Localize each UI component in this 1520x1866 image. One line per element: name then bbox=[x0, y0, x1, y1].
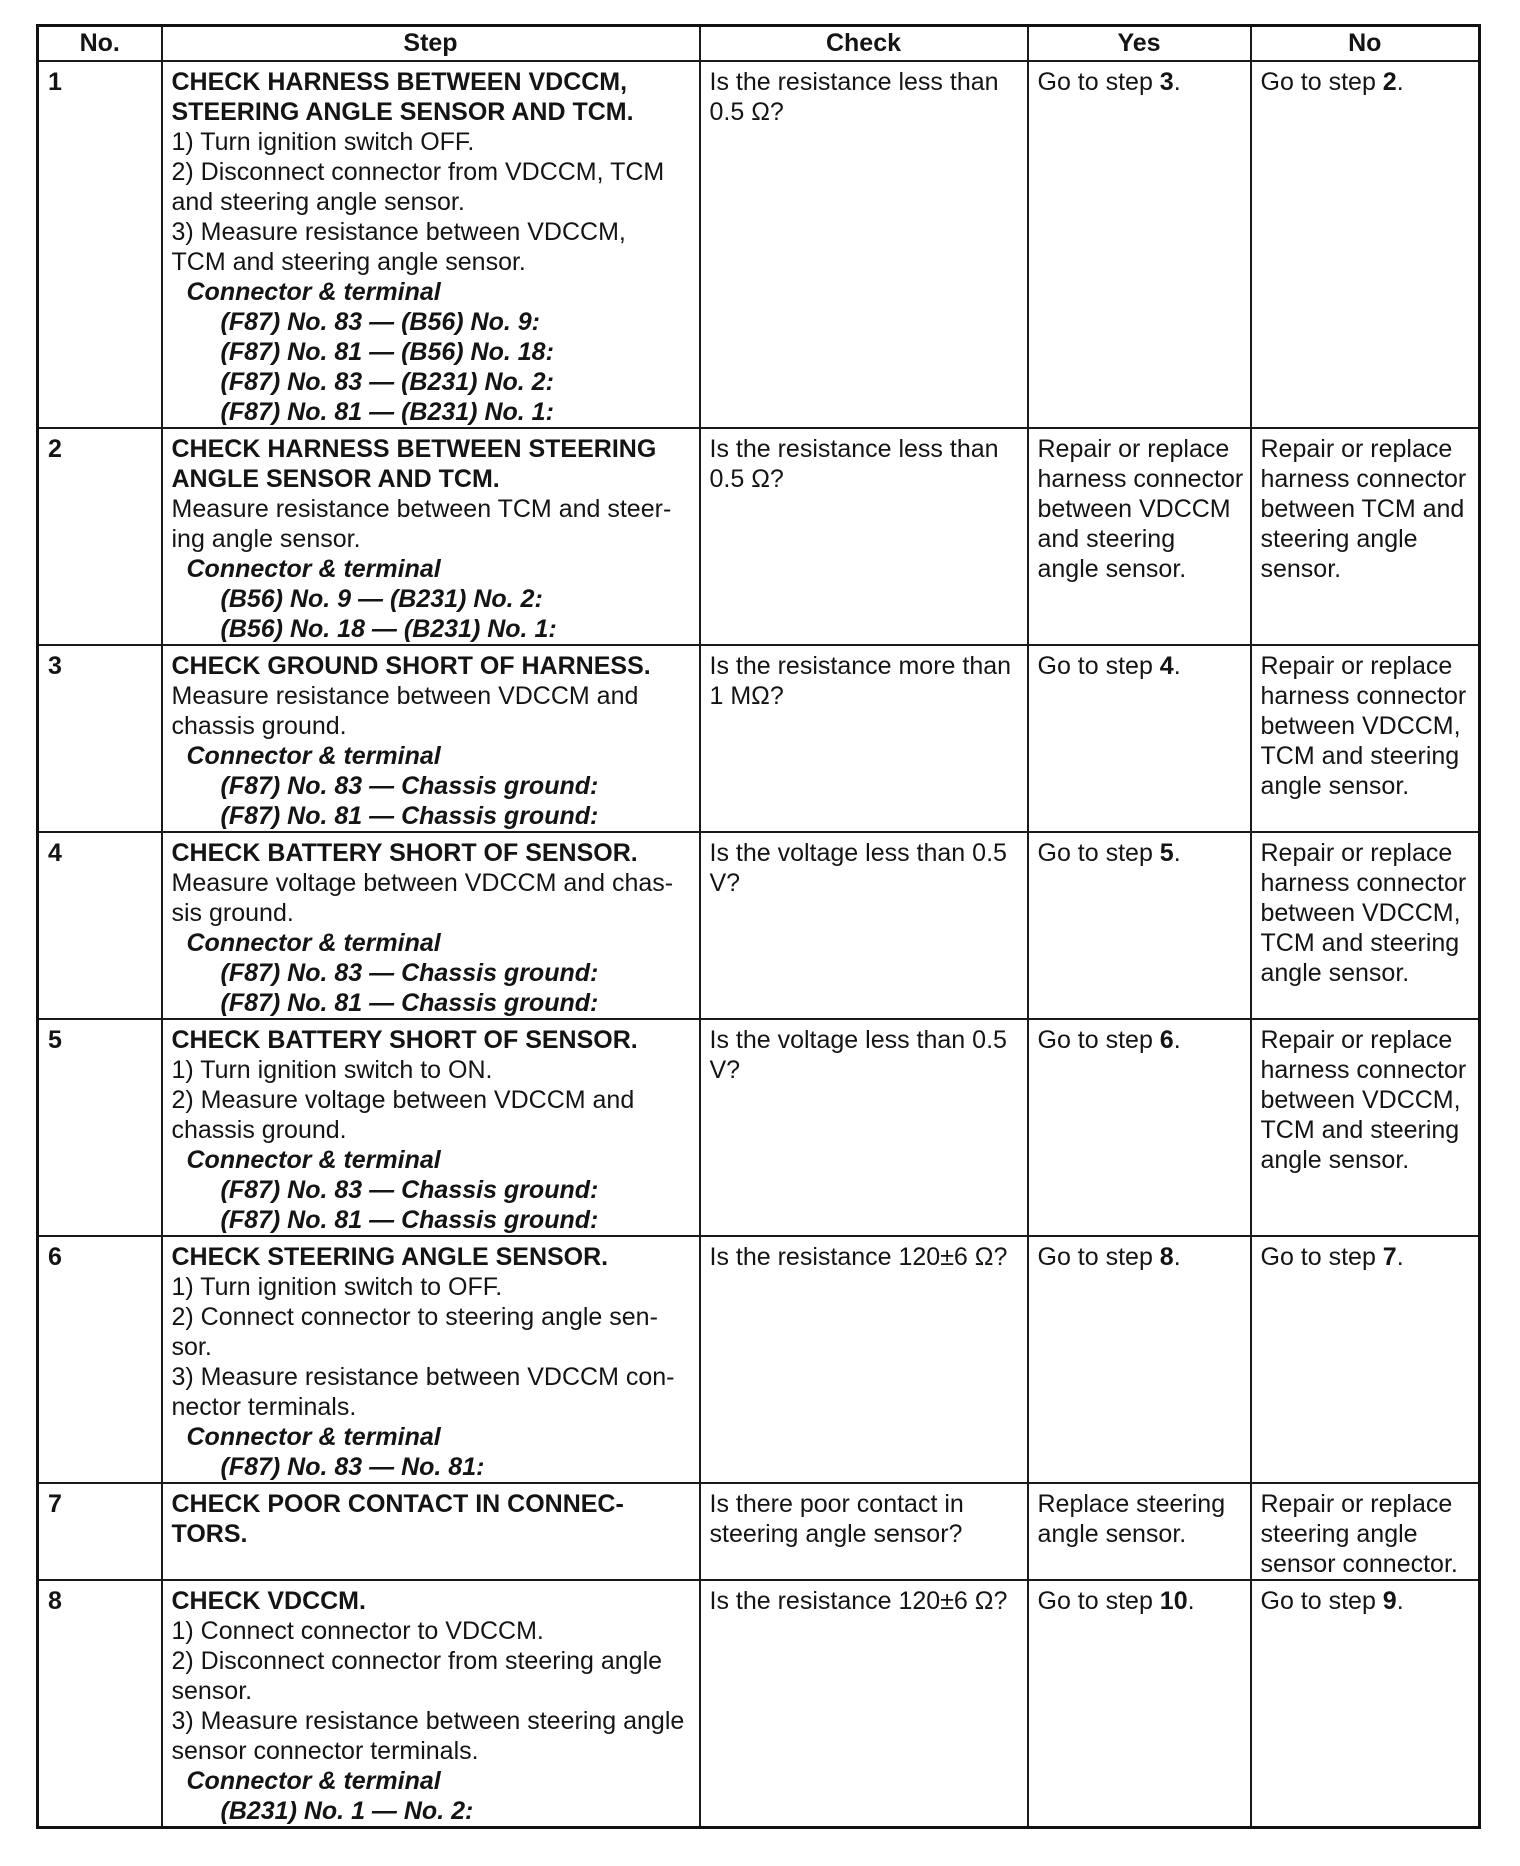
step-title-line: CHECK HARNESS BETWEEN VDCCM, bbox=[171, 68, 628, 96]
check-cell bbox=[700, 645, 1028, 832]
no-result-line: TCM and steering bbox=[1260, 742, 1460, 770]
step-instruction-line: and steering angle sensor. bbox=[171, 188, 465, 216]
yes-result-line: angle sensor. bbox=[1037, 1520, 1187, 1548]
step-title-line: TORS. bbox=[171, 1520, 248, 1548]
step-instruction-line: Measure resistance between TCM and steer- bbox=[171, 495, 672, 523]
yes-result-line: between VDCCM bbox=[1037, 495, 1231, 523]
yes-result-line-text: Go to step bbox=[1037, 652, 1160, 680]
table-row bbox=[38, 1580, 1480, 1828]
header-no: No bbox=[1251, 26, 1480, 62]
step-instruction-line: 3) Measure resistance between steering angle bbox=[171, 1707, 685, 1735]
connector-terminal-line: (F87) No. 83 — Chassis ground: bbox=[220, 959, 599, 987]
no-result-line: between VDCCM, bbox=[1260, 712, 1461, 740]
no-cell bbox=[1251, 1580, 1480, 1828]
goto-step-number: 4 bbox=[1159, 652, 1174, 680]
check-question-line: Is the resistance less than bbox=[709, 68, 999, 96]
goto-step-number: 8 bbox=[1159, 1243, 1174, 1271]
no-result-line: sensor connector. bbox=[1260, 1550, 1458, 1578]
yes-cell bbox=[1028, 61, 1251, 428]
step-instruction-line: 1) Turn ignition switch to OFF. bbox=[171, 1273, 503, 1301]
yes-result-line-text: . bbox=[1173, 839, 1181, 867]
table-row bbox=[38, 1483, 1480, 1580]
check-cell bbox=[700, 61, 1028, 428]
no-result-line: TCM and steering bbox=[1260, 929, 1460, 957]
no-result-line-text: Go to step bbox=[1260, 68, 1383, 96]
step-cell bbox=[162, 1580, 700, 1828]
check-cell bbox=[700, 428, 1028, 645]
no-result-line: between TCM and bbox=[1260, 495, 1465, 523]
yes-result-line bbox=[1038, 1025, 1246, 1055]
check-question-line: Is the resistance less than bbox=[709, 435, 999, 463]
header-number: No. bbox=[38, 26, 162, 62]
connector-terminal-line: (F87) No. 81 — Chassis ground: bbox=[220, 1206, 599, 1234]
header-step: Step bbox=[162, 26, 700, 62]
connector-terminal-heading: Connector & terminal bbox=[186, 1767, 441, 1795]
step-number: 6 bbox=[48, 1243, 62, 1271]
step-instruction-line: 2) Measure voltage between VDCCM and bbox=[171, 1086, 635, 1114]
step-title-line: CHECK BATTERY SHORT OF SENSOR. bbox=[171, 1026, 638, 1054]
yes-result-line-text: Go to step bbox=[1037, 1243, 1160, 1271]
step-title-line: CHECK POOR CONTACT IN CONNEC- bbox=[171, 1490, 624, 1518]
step-instruction-line: sor. bbox=[171, 1333, 212, 1361]
goto-step-number: 2 bbox=[1382, 68, 1397, 96]
connector-terminal-line: (F87) No. 83 — Chassis ground: bbox=[220, 1176, 599, 1204]
goto-step-number: 10 bbox=[1159, 1587, 1188, 1615]
connector-terminal-heading: Connector & terminal bbox=[186, 1423, 441, 1451]
no-result-line: harness connector bbox=[1260, 465, 1467, 493]
table-row bbox=[38, 1236, 1480, 1483]
no-result-line-text: Go to step bbox=[1260, 1243, 1383, 1271]
step-title-line: CHECK STEERING ANGLE SENSOR. bbox=[171, 1243, 609, 1271]
step-number-cell bbox=[38, 1483, 162, 1580]
yes-result-line: Repair or replace bbox=[1037, 435, 1230, 463]
step-cell bbox=[162, 832, 700, 1019]
yes-result-line bbox=[1038, 67, 1246, 97]
step-instruction-line: 3) Measure resistance between VDCCM, bbox=[171, 218, 626, 246]
step-number: 1 bbox=[48, 68, 62, 96]
step-cell bbox=[162, 428, 700, 645]
step-title-line: CHECK GROUND SHORT OF HARNESS. bbox=[171, 652, 651, 680]
no-result-line-text: Go to step bbox=[1260, 1587, 1383, 1615]
connector-terminal-heading: Connector & terminal bbox=[186, 1146, 441, 1174]
yes-result-line-text: Go to step bbox=[1037, 1587, 1160, 1615]
no-result-line: Repair or replace bbox=[1260, 652, 1453, 680]
check-question-line: Is the resistance more than bbox=[709, 652, 1012, 680]
yes-result-line bbox=[1038, 1586, 1246, 1616]
connector-terminal-line: (B56) No. 9 — (B231) No. 2: bbox=[220, 585, 543, 613]
check-question-line: V? bbox=[709, 1056, 741, 1084]
check-question-line: Is the resistance 120±6 Ω? bbox=[709, 1243, 1008, 1271]
connector-terminal-line: (F87) No. 83 — (B56) No. 9: bbox=[220, 308, 540, 336]
step-number-cell bbox=[38, 61, 162, 428]
check-question-line: 0.5 Ω? bbox=[709, 465, 784, 493]
no-result-line: steering angle bbox=[1260, 1520, 1418, 1548]
step-number: 5 bbox=[48, 1026, 62, 1054]
step-instruction-line: sensor. bbox=[171, 1677, 253, 1705]
check-question-line: 1 MΩ? bbox=[709, 682, 784, 710]
no-result-line: harness connector bbox=[1260, 682, 1467, 710]
step-instruction-line: chassis ground. bbox=[171, 712, 347, 740]
yes-result-line: angle sensor. bbox=[1037, 555, 1187, 583]
goto-step-number: 5 bbox=[1159, 839, 1174, 867]
check-question-line: Is the voltage less than 0.5 bbox=[709, 839, 1007, 867]
no-cell bbox=[1251, 1019, 1480, 1236]
step-instruction-line: Measure voltage between VDCCM and chas- bbox=[171, 869, 674, 897]
step-cell bbox=[162, 61, 700, 428]
goto-step-number: 6 bbox=[1159, 1026, 1174, 1054]
table-header bbox=[38, 26, 1480, 62]
table-row bbox=[38, 1019, 1480, 1236]
check-cell bbox=[700, 1236, 1028, 1483]
no-result-line bbox=[1261, 67, 1475, 97]
connector-terminal-line: (F87) No. 83 — No. 81: bbox=[220, 1453, 485, 1481]
step-number-cell bbox=[38, 832, 162, 1019]
no-cell bbox=[1251, 61, 1480, 428]
step-cell bbox=[162, 1236, 700, 1483]
step-instruction-line: sensor connector terminals. bbox=[171, 1737, 479, 1765]
step-number: 7 bbox=[48, 1490, 62, 1518]
connector-terminal-line: (F87) No. 81 — Chassis ground: bbox=[220, 989, 599, 1017]
yes-result-line: harness connector bbox=[1037, 465, 1244, 493]
no-result-line bbox=[1261, 1242, 1475, 1272]
no-result-line bbox=[1261, 1586, 1475, 1616]
step-cell bbox=[162, 1019, 700, 1236]
no-cell bbox=[1251, 1236, 1480, 1483]
check-question-line: Is there poor contact in bbox=[709, 1490, 964, 1518]
step-title-line: ANGLE SENSOR AND TCM. bbox=[171, 465, 500, 493]
no-result-line: sensor. bbox=[1260, 555, 1342, 583]
no-result-line-text: . bbox=[1396, 1587, 1404, 1615]
no-cell bbox=[1251, 645, 1480, 832]
no-result-line: Repair or replace bbox=[1260, 1490, 1453, 1518]
no-cell bbox=[1251, 1483, 1480, 1580]
goto-step-number: 3 bbox=[1159, 68, 1174, 96]
step-instruction-line: nector terminals. bbox=[171, 1393, 357, 1421]
connector-terminal-line: (F87) No. 83 — (B231) No. 2: bbox=[220, 368, 554, 396]
connector-terminal-line: (B56) No. 18 — (B231) No. 1: bbox=[220, 615, 557, 643]
check-question-line: V? bbox=[709, 869, 741, 897]
yes-result-line-text: Go to step bbox=[1037, 68, 1160, 96]
check-question-line: Is the voltage less than 0.5 bbox=[709, 1026, 1007, 1054]
yes-cell bbox=[1028, 832, 1251, 1019]
table-row bbox=[38, 832, 1480, 1019]
check-question-line: Is the resistance 120±6 Ω? bbox=[709, 1587, 1008, 1615]
step-cell bbox=[162, 645, 700, 832]
table-row bbox=[38, 645, 1480, 832]
check-question-line: steering angle sensor? bbox=[709, 1520, 963, 1548]
no-result-line: between VDCCM, bbox=[1260, 1086, 1461, 1114]
step-instruction-line: 2) Disconnect connector from VDCCM, TCM bbox=[171, 158, 665, 186]
no-result-line-text: . bbox=[1396, 68, 1404, 96]
step-instruction-line: 1) Turn ignition switch to ON. bbox=[171, 1056, 493, 1084]
yes-cell bbox=[1028, 645, 1251, 832]
step-title-line: CHECK VDCCM. bbox=[171, 1587, 366, 1615]
no-result-line: steering angle bbox=[1260, 525, 1418, 553]
yes-cell bbox=[1028, 1483, 1251, 1580]
no-result-line: angle sensor. bbox=[1260, 1146, 1410, 1174]
yes-result-line bbox=[1038, 838, 1246, 868]
check-cell bbox=[700, 1483, 1028, 1580]
yes-result-line bbox=[1038, 651, 1246, 681]
table-body bbox=[38, 61, 1480, 1828]
no-result-line: angle sensor. bbox=[1260, 959, 1410, 987]
check-cell bbox=[700, 832, 1028, 1019]
step-number-cell bbox=[38, 1580, 162, 1828]
no-result-line: between VDCCM, bbox=[1260, 899, 1461, 927]
step-instruction-line: ing angle sensor. bbox=[171, 525, 361, 553]
connector-terminal-line: (F87) No. 81 — Chassis ground: bbox=[220, 802, 599, 830]
connector-terminal-line: (F87) No. 81 — (B231) No. 1: bbox=[220, 398, 554, 426]
header-yes: Yes bbox=[1028, 26, 1251, 62]
yes-result-line: and steering bbox=[1037, 525, 1176, 553]
step-number: 2 bbox=[48, 435, 62, 463]
header-row bbox=[38, 26, 1480, 62]
diagnostic-table bbox=[36, 24, 1481, 1829]
step-number: 4 bbox=[48, 839, 62, 867]
connector-terminal-heading: Connector & terminal bbox=[186, 742, 441, 770]
table-row bbox=[38, 428, 1480, 645]
yes-result-line-text: . bbox=[1173, 68, 1181, 96]
yes-cell bbox=[1028, 1019, 1251, 1236]
step-number-cell bbox=[38, 645, 162, 832]
no-result-line: harness connector bbox=[1260, 869, 1467, 897]
connector-terminal-line: (F87) No. 83 — Chassis ground: bbox=[220, 772, 599, 800]
step-number: 3 bbox=[48, 652, 62, 680]
goto-step-number: 7 bbox=[1382, 1243, 1397, 1271]
no-cell bbox=[1251, 832, 1480, 1019]
step-instruction-line: Measure resistance between VDCCM and bbox=[171, 682, 639, 710]
table-row bbox=[38, 61, 1480, 428]
step-instruction-line: chassis ground. bbox=[171, 1116, 347, 1144]
step-title-line: STEERING ANGLE SENSOR AND TCM. bbox=[171, 98, 634, 126]
step-number-cell bbox=[38, 1019, 162, 1236]
step-number-cell bbox=[38, 1236, 162, 1483]
yes-result-line-text: . bbox=[1173, 1243, 1181, 1271]
yes-result-line-text: . bbox=[1173, 652, 1181, 680]
step-instruction-line: 1) Turn ignition switch OFF. bbox=[171, 128, 475, 156]
connector-terminal-line: (F87) No. 81 — (B56) No. 18: bbox=[220, 338, 554, 366]
yes-result-line-text: . bbox=[1173, 1026, 1181, 1054]
yes-cell bbox=[1028, 1236, 1251, 1483]
yes-cell bbox=[1028, 1580, 1251, 1828]
no-result-line: angle sensor. bbox=[1260, 772, 1410, 800]
no-result-line-text: . bbox=[1396, 1243, 1404, 1271]
no-cell bbox=[1251, 428, 1480, 645]
step-number-cell bbox=[38, 428, 162, 645]
connector-terminal-line: (B231) No. 1 — No. 2: bbox=[220, 1797, 474, 1825]
yes-result-line-text: Go to step bbox=[1037, 1026, 1160, 1054]
yes-cell bbox=[1028, 428, 1251, 645]
yes-result-line-text: . bbox=[1187, 1587, 1195, 1615]
header-check: Check bbox=[700, 26, 1028, 62]
yes-result-line: Replace steering bbox=[1037, 1490, 1226, 1518]
goto-step-number: 9 bbox=[1382, 1587, 1397, 1615]
step-number: 8 bbox=[48, 1587, 62, 1615]
step-instruction-line: 2) Connect connector to steering angle sen- bbox=[171, 1303, 658, 1331]
step-instruction-line: 2) Disconnect connector from steering angle bbox=[171, 1647, 663, 1675]
step-cell bbox=[162, 1483, 700, 1580]
step-title-line: CHECK BATTERY SHORT OF SENSOR. bbox=[171, 839, 638, 867]
check-question-line: 0.5 Ω? bbox=[709, 98, 784, 126]
check-cell bbox=[700, 1019, 1028, 1236]
step-instruction-line: 1) Connect connector to VDCCM. bbox=[171, 1617, 544, 1645]
no-result-line: Repair or replace bbox=[1260, 1026, 1453, 1054]
step-instruction-line: 3) Measure resistance between VDCCM con- bbox=[171, 1363, 675, 1391]
connector-terminal-heading: Connector & terminal bbox=[186, 278, 441, 306]
step-instruction-line: sis ground. bbox=[171, 899, 294, 927]
connector-terminal-heading: Connector & terminal bbox=[186, 555, 441, 583]
connector-terminal-heading: Connector & terminal bbox=[186, 929, 441, 957]
no-result-line: harness connector bbox=[1260, 1056, 1467, 1084]
yes-result-line-text: Go to step bbox=[1037, 839, 1160, 867]
check-cell bbox=[700, 1580, 1028, 1828]
no-result-line: TCM and steering bbox=[1260, 1116, 1460, 1144]
step-title-line: CHECK HARNESS BETWEEN STEERING bbox=[171, 435, 657, 463]
yes-result-line bbox=[1038, 1242, 1246, 1272]
step-instruction-line: TCM and steering angle sensor. bbox=[171, 248, 526, 276]
no-result-line: Repair or replace bbox=[1260, 839, 1453, 867]
no-result-line: Repair or replace bbox=[1260, 435, 1453, 463]
